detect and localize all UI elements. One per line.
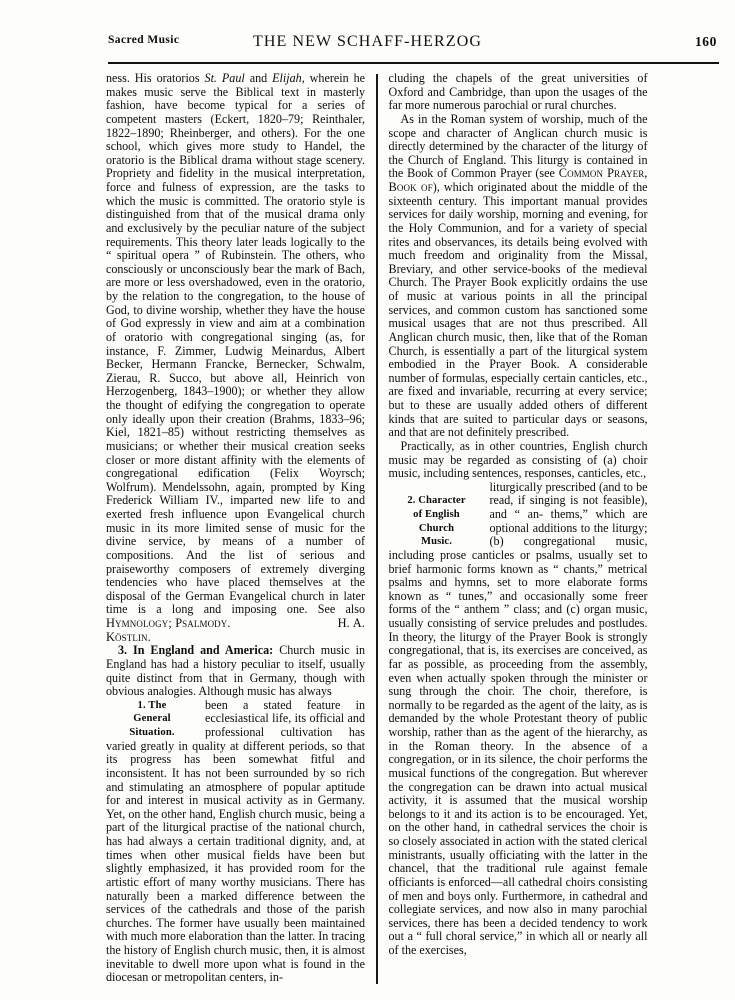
cutin-r-line-2: of English	[413, 508, 460, 520]
right-column	[389, 72, 648, 990]
header-rule	[108, 62, 719, 64]
work-title-st-paul: St. Paul	[204, 71, 245, 85]
running-head-left-title: Sacred Music	[108, 34, 180, 46]
body-columns	[106, 72, 718, 990]
cutin-wrap-line-4: to the liturgy; (b) congregational	[489, 520, 648, 549]
running-head-book-title: THE NEW SCHAFF-HERZOG	[252, 33, 483, 50]
column-divider	[376, 74, 378, 984]
cutin-wrap-line-3: thems,” which are optional additions	[489, 507, 648, 535]
cutin-r-line-1: 2. Character	[407, 495, 466, 507]
running-head	[0, 34, 735, 54]
right-paragraph-character-body	[389, 481, 648, 958]
cutin-heading-general-situation	[106, 699, 205, 740]
cutin-wrap-line-1: liturgically prescribed (and to be read,	[489, 479, 648, 508]
cutin-line-1: 1. The	[137, 699, 167, 711]
cutin-spacer	[389, 481, 485, 495]
article-author: H. A. Köstlin.	[106, 616, 366, 644]
right-paragraph-practically-lead: Practically, as in other countries, English church music may be regarded as consisting of (a) choir music, including sentences, responses, canticles, etc.,	[388, 438, 648, 481]
left-section-england-america	[106, 644, 365, 699]
section-heading-england-america: 3. In England and America:	[118, 643, 274, 658]
left-paragraph-general-situation: been a stated feature in ecclesiastical life, its official and professional cultivation has varied greatly in quality at different periods, so that its progress has been somewhat fitful and inconsistent. It has not been surrounded by so rich and stimulating an atmosphere of popular aptitude for and interest in musical activity as in Germany. Yet, on the other hand, English church music, being a part of the liturgical practise of the national church, has had always a certain traditional dignity, and, at times when other musical fields have been but slightly emphasized, it has provided room for the artistic effort of many worthy musicians. There has naturally been a marked difference between the services of the cathedrals and those of the parish churches. The former have usually been maintained with much more elaboration than the latter. In tracing the history of English church music, then, it is almost inevitable to dwell more upon what is found in the diocesan or metropolitan centers, in-	[106, 697, 365, 985]
right-paragraph-chapels: cluding the chapels of the great universities of Oxford and Cambridge, than upon the usages of the far more numerous parochial or rural churches.	[388, 71, 648, 113]
right-paragraph-roman-system-b: ), which originated about the middle of the sixteenth century. This important manual provides services for daily worship, morning and evening, for the Holy Communion, and for a variety of special rites and observances, its details being evolved with much freedom and originality from the Missal, Breviary, and other service-books of the medieval Church. The Prayer Book explicitly ordains the use of music at various points in all the principal services, and common custom has sanctioned some musical usages that are not thus prescribed. All Anglican church music, then, like that of the Roman Church, is essentially a part of the liturgical system embodied in the Prayer Book. A considerable number of formulas, especially certain canticles, etc., are fixed and invariable, recurring at every service; but to these are usually added others of different kinds that are suited to particular days or seasons, and that are not definitely prescribed.	[388, 180, 648, 440]
page-number: 160	[694, 34, 717, 49]
cutin-r-line-4: Music.	[421, 536, 452, 548]
cutin-block-general-situation	[106, 699, 365, 985]
cutin-r-line-3: Church	[418, 522, 455, 534]
left-paragraph-oratorios: ness. His oratorios St. Paul and Elijah, wherein he makes music serve the Biblical text in masterly fashion, have become typical for a series of competent masters (Eckert, 1820–79; Reinthaler, 1822–1890; Rheinberger, and others). For the one school, which gives more study to Handel, the oratorio is the Biblical drama without stage scenery. Propriety and fidelity in the musical interpretation, force and fulness of expression, are the tasks to which the music is committed. The oratorio style is distinguished from that of the musical drama only and exclusively by the peculiar nature of the subject requirements. This theory later leads logically to the “ spiritual opera ” of Rubinstein. The others, who consciously or unconsciously bear the mark of Bach, are more or less overshadowed, even in the oratorio, by the relation to the congregation, to the house of God, to divine worship, whether they have the house of God expressly in view and aim at a combination of oratorio with congregational singing (as, for instance, F. Zimmer, Ludwig Meinardus, Albert Becker, Hermann Francke, Bernecker, Schwalm, Zierau, R. Succo, but above all, Heinrich von Herzogenberg, 1843–1900); or whether they allow the thought of edifying the congregation to operate only ideally upon their creation (Brahms, 1833–96; Kiel, 1821–85) without restricting themselves as musicians; or whether their musical creation seeks closer or more distant affinity with the elements of congregational edification (Felix Woyrsch; Wolfrum). Mendelssohn, again, prompted by King Frederick William IV., imparted new life to and exerted fresh influence upon Evangelical church music in its more limited sense of music for the divine service, by means of a number of compositions. And the list of serious and praiseworthy composers of extremely diverging tendencies who have placed themselves at the disposal of the German Evangelical church in later time is a long and imposing one. See also Hymnology; Psalmody. H. A. Köstlin.	[106, 71, 366, 644]
left-paragraph-oratorios-text: ness. His oratorios St. Paul and Elijah, wherein he makes music serve the Biblical text in masterly fashion, have become typical for a series of competent masters (Eckert, 1820–79; Reinthaler, 1822–1890; Rheinberger, and others). For the one school, which gives more study to Handel, the oratorio is the Biblical drama without stage scenery. Propriety and fidelity in the musical interpretation, force and fulness of expression, are the tasks to which the music is committed. The oratorio style is distinguished from that of the musical drama only and exclusively by the peculiar nature of the subject requirements. This theory later leads logically to the “ spiritual opera ” of Rubinstein. The others, who consciously or unconsciously bear the mark of Bach, are more or less overshadowed, even in the oratorio, by the relation to the congregation, to the house of God, to divine worship, whether they have the house of God expressly in view and aim at a combination of oratorio with congregational singing (as, for instance, F. Zimmer, Ludwig Meinardus, Albert Becker, Hermann Francke, Bernecker, Schwalm, Zierau, R. Succo, but above all, Heinrich von Herzogenberg, 1843–1900); or whether they allow the thought of edifying the congregation to operate only ideally upon their creation (Brahms, 1833–96; Kiel, 1821–85) without restricting themselves as musicians; or whether their musical creation seeks closer or more distant affinity with the elements of congregational edification (Felix Woyrsch; Wolfrum). Mendelssohn, again, prompted by King Frederick William IV., imparted new life to and exerted fresh influence upon Evangelical church music in its more limited sense of music for the divine service, by means of a number of compositions. And the list of serious and praiseworthy composers of extremely diverging tendencies who have placed themselves at the disposal of the German Evangelical church in later time is a long and imposing one. See also	[106, 71, 366, 617]
crossref-psalmody: Psalmody	[175, 616, 228, 630]
cutin-wrap-line-5: music, including prose canticles or	[388, 534, 648, 562]
crossref-common-prayer-book-of: Common Prayer, Book of	[388, 166, 648, 194]
work-title-elijah: Elijah	[272, 71, 302, 85]
cutin-wrap-line-2: if singing is not feasible), and “ an-	[489, 493, 648, 521]
right-paragraph-character-rest: psalms, usually set to brief harmonic forms known as “ chants,” metrical psalms and hymns, set to more elaborate forms known as “ tunes,” and occasionally some freer forms of the “ anthem ” class; and (c) organ music, usually consisting of service preludes and postludes. In theory, the liturgy of the Prayer Book is strongly congregational, that is, its exercises are conceived, as far as possible, as proceeding from the assembly, even when actually spoken through the minister or sung through the choir. The choir, therefore, is normally to be regarded as the agent of the laity, as is demanded by the whole Protestant theory of public worship, rather than as the agent of the hierarchy, as in the Roman theory. In the absence of a congregation, or in its silence, the choir performs the musical functions of the congregation. But wherever the congregation can be drawn into actual musical activity, it is assumed that the musical worship belongs to it and its action is to be encouraged. Yet, on the other hand, in cathedral services the choir is so closely associated in action with the stated clerical ministrants, usually officiating with the latter in the chancel, that the traditional rule against female officiants is enforced—all cathedral choirs consisting of men and boys only. Furthermore, in cathedral and collegiate services, and now also in many parochial services, there has been a decided tendency to work out a “ full choral service,” in which all or nearly all of the exercises,	[388, 547, 648, 957]
left-column	[106, 72, 365, 990]
cutin-heading-character-english-church-music	[389, 481, 490, 549]
right-paragraph-roman-system	[389, 113, 648, 440]
crossref-hymnology: Hymnology	[106, 616, 169, 630]
cutin-block-character-english-church-music	[389, 481, 648, 958]
right-paragraph-roman-system-a: As in the Roman system of worship, much of the scope and character of Anglican church music is directly determined by the character of the liturgy of the Church of England. This liturgy is contained in the Book of Common Prayer (see	[388, 111, 648, 181]
section-lead-text: Church music in England has had a history peculiar to itself, usually quite distinct from that in Germany, though with obvious analogies. Although music has always	[106, 643, 365, 699]
cutin-line-3: Situation.	[129, 727, 175, 738]
cutin-line-2: General	[133, 713, 171, 725]
